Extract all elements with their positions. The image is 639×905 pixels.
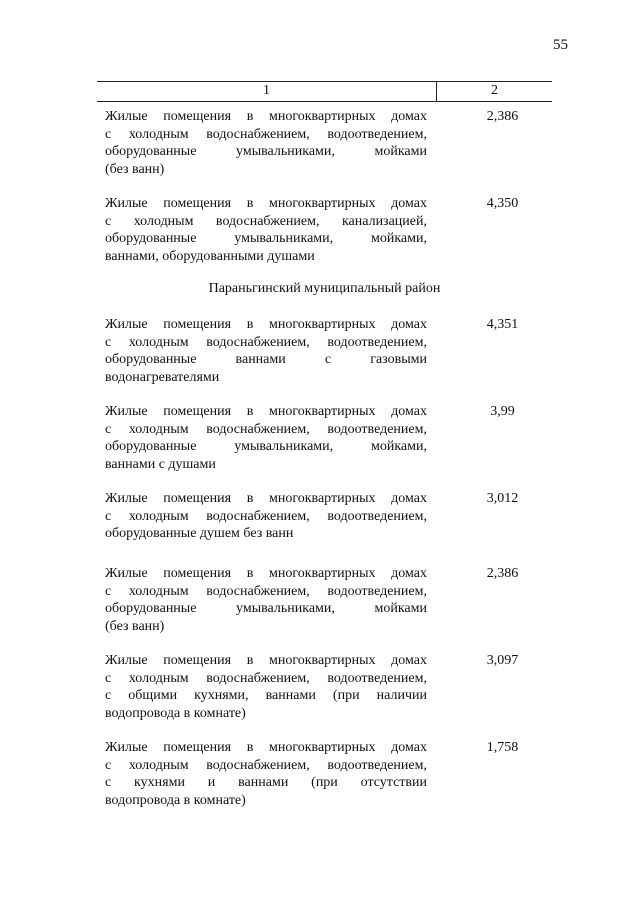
row-value: 2,386: [486, 566, 519, 581]
row-description-line: с холодным водоснабжением, водоотведением,: [105, 508, 427, 524]
row-description-line: Жилые помещения в многоквартирных домах: [105, 740, 427, 755]
row-description-line: ваннами с душами: [105, 456, 216, 472]
table-header-col1: 1: [97, 82, 437, 101]
row-description-line: водопровода в комнате): [105, 792, 246, 808]
row-description-line: с общими кухнями, ваннами (при наличии: [105, 688, 427, 703]
row-description-line: с холодным водоснабжением, водоотведением,: [105, 421, 427, 437]
row-value: 3,99: [490, 404, 515, 419]
row-description-line: с холодным водоснабжением, водоотведением,: [105, 334, 427, 350]
row-description-line: Жилые помещения в многоквартирных домах: [105, 109, 427, 124]
row-description-line: оборудованные умывальниками, мойками,: [105, 231, 427, 246]
row-description: [105, 403, 427, 473]
row-description-line: оборудованные ваннами с газовыми: [105, 352, 427, 367]
row-description-line: с холодным водоснабжением, водоотведением,: [105, 670, 427, 686]
row-description: [105, 739, 427, 809]
row-description-line: Жилые помещения в многоквартирных домах: [105, 404, 427, 419]
row-description-line: с холодным водоснабжением, водоотведением,: [105, 583, 427, 599]
row-description-line: ваннами, оборудованными душами: [105, 248, 315, 264]
section-title: Параньгинский муниципальный район: [208, 281, 441, 296]
row-description-line: Жилые помещения в многоквартирных домах: [105, 491, 427, 506]
row-description-line: оборудованные умывальниками, мойками: [105, 144, 427, 159]
row-value: 3,012: [486, 491, 519, 506]
row-description: [105, 316, 427, 386]
row-description: [105, 652, 427, 722]
row-description-line: оборудованные умывальниками, мойками: [105, 601, 427, 616]
row-description: [105, 565, 427, 635]
row-description: [105, 108, 427, 178]
row-value: 4,350: [486, 196, 519, 211]
row-description-line: Жилые помещения в многоквартирных домах: [105, 566, 427, 581]
row-description-line: Жилые помещения в многоквартирных домах: [105, 317, 427, 332]
row-description-line: водонагревателями: [105, 369, 220, 385]
row-description-line: оборудованные душем без ванн: [105, 526, 294, 541]
row-description-line: с холодным водоснабжением, водоотведением,: [105, 126, 427, 142]
row-description-line: (без ванн): [105, 161, 165, 177]
row-description: [105, 490, 427, 543]
row-description-line: с холодным водоснабжением, канализацией,: [105, 213, 427, 229]
row-description-line: оборудованные умывальниками, мойками,: [105, 439, 427, 454]
page-number: 55: [553, 37, 568, 53]
row-description-line: с холодным водоснабжением, водоотведением,: [105, 757, 427, 773]
row-description-line: водопровода в комнате): [105, 705, 246, 721]
row-value: 3,097: [486, 653, 519, 668]
row-description: [105, 195, 427, 265]
row-value: 1,758: [486, 740, 519, 755]
table-header-col2: 2: [491, 83, 498, 98]
row-value: 2,386: [486, 109, 519, 124]
row-description-line: Жилые помещения в многоквартирных домах: [105, 653, 427, 668]
table-header: [97, 81, 552, 102]
row-description-line: (без ванн): [105, 618, 165, 634]
row-description-line: с кухнями и ваннами (при отсутствии: [105, 775, 427, 790]
row-description-line: Жилые помещения в многоквартирных домах: [105, 196, 427, 211]
row-value: 4,351: [486, 317, 519, 332]
